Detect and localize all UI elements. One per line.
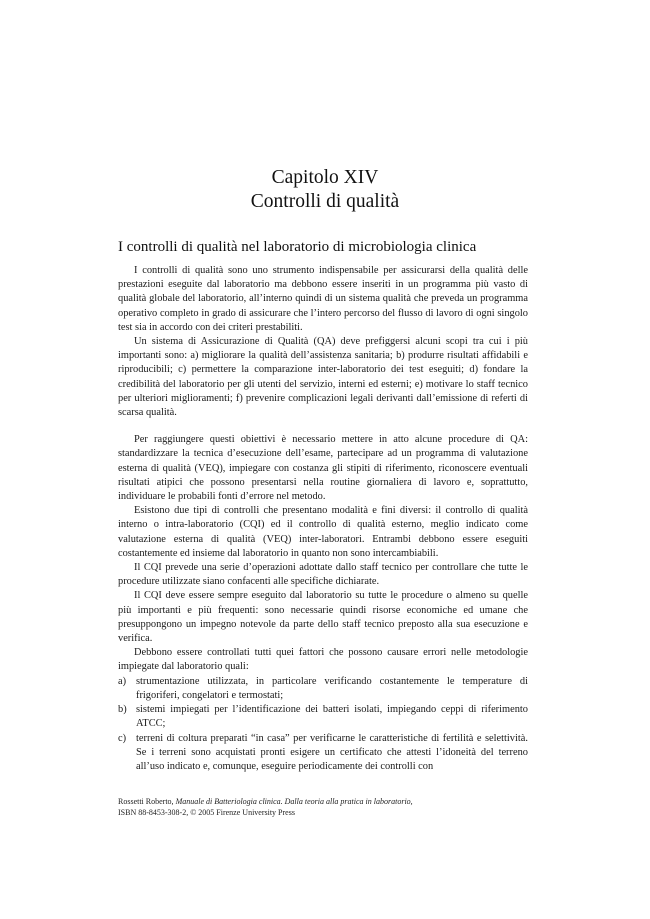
list-item-text: strumentazione utilizzata, in particolare verificando costantemente le temperature di frigoriferi, congelatori e termostati; [136, 675, 528, 701]
footer-isbn: ISBN 88-8453-308-2, © 2005 Firenze University Press [118, 808, 295, 817]
paragraph: Debbono essere controllati tutti quei fattori che possono causare errori nelle metodologie impiegate dal laboratorio quali: [118, 647, 528, 673]
paragraph: Il CQI prevede una serie d’operazioni adottate dallo staff tecnico per controllare che tutte le procedure utilizzate siano confacenti alle specifiche dichiarate. [118, 562, 528, 588]
list-item-text: terreni di coltura preparati “in casa” per verificarne le caratteristiche di fertilità e selettività. Se i terreni sono acquistati pronti esigere un certificato che attesti l’idoneità del terreno all’uso indicato e, comunque, eseguire periodicamente dei controlli con [136, 732, 528, 772]
chapter-title: Controlli di qualità [250, 191, 400, 212]
list-item [118, 703, 528, 731]
paragraph: Per raggiungere questi obiettivi è necessario mettere in atto alcune procedure di QA: standardizzare la tecnica d’esecuzione dell’esame, partecipare ad un programma di valutazione esterna di qualità (VEQ), impiegare con costanza gli stipiti di riferimento, riconoscere eventuali risultati atipici che possono presentarsi nella routine giornaliera di lavoro e, soprattutto, individuare le probabili fonti d’errore nel metodo. [118, 434, 528, 503]
citation-line [118, 796, 538, 807]
list-item [118, 732, 528, 775]
footer-book-title: Manuale di Batteriologia clinica. Dalla teoria alla pratica in laboratorio, [175, 797, 413, 806]
footer-author: Rossetti Roberto, [118, 797, 174, 806]
section-heading: I controlli di qualità nel laboratorio di microbiologia clinica [118, 239, 477, 255]
list-item [118, 675, 528, 703]
list-marker: a) [118, 675, 127, 687]
page-footer [118, 796, 538, 818]
paragraph: Un sistema di Assicurazione di Qualità (QA) deve prefiggersi alcuni scopi tra cui i più importanti sono: a) migliorare la qualità dell’assistenza sanitaria; b) produrre risultati affidabili e riproducibili; c) permettere la comparazione inter-laboratorio dei test eseguiti; d) fondare la credibilità del laboratorio per gli utenti del servizio, interni ed esterni; e) motivare lo staff tecnico per ulteriori miglioramenti; f) prevenire complicazioni legali derivanti dall’emissione di referti di scarsa qualità. [118, 336, 528, 419]
list-marker: b) [118, 704, 127, 716]
list-item-text: sistemi impiegati per l’identificazione dei batteri isolati, impiegando ceppi di riferimento ATCC; [136, 704, 528, 730]
list-marker: c) [118, 732, 127, 744]
paragraph: Esistono due tipi di controlli che presentano modalità e fini diversi: il controllo di qualità interno o intra-laboratorio (CQI) ed il controllo di qualità esterno, meglio indicato come valutazione esterna di qualità (VEQ) inter-laboratori. Entrambi debbono essere eseguiti costantemente ed insieme dal laboratorio in quanto non sono intercambiabili. [118, 505, 528, 559]
paragraph: Il CQI deve essere sempre eseguito dal laboratorio su tutte le procedure o almeno su quelle più importanti e più frequenti: sono necessarie quindi risorse economiche ed umane che presuppongono un impegno notevole da parte dello staff tecnico preposto alla sua esecuzione e verifica. [118, 590, 528, 645]
body-text [118, 264, 528, 774]
chapter-number: Capitolo XIV [271, 167, 379, 188]
paragraph: I controlli di qualità sono uno strumento indispensabile per assicurarsi della qualità delle prestazioni eseguite dal laboratorio ma debbono essere inseriti in un programma più vasto di qualità globale del laboratorio, all’interno quindi di un sistema qualità che preveda un programma operativo completo in grado di assicurare che l’intero percorso del flusso di lavoro di ogni singolo test sia in accordo con dei criteri prestabiliti. [118, 265, 528, 333]
factor-list [118, 675, 528, 774]
